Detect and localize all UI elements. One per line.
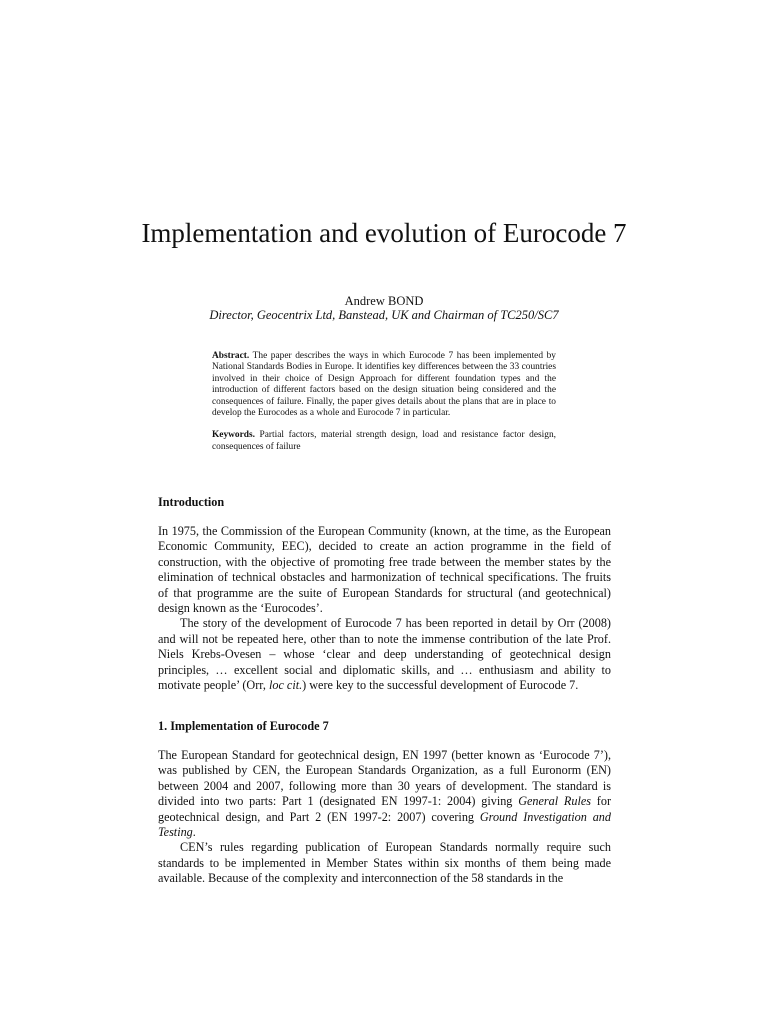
introduction-paragraph-1: In 1975, the Commission of the European Community (known, at the time, as the European Economic Community, EEC), decided to create an action programme in the field of construction, with the objective of promoting free trade between the member states by the elimination of technical obstacles and harmonization of technical specifications. The fruits of that programme are the suite of European Standards for structural (and geotechnical) design known as the ‘Eurocodes’.	[158, 524, 611, 616]
section-1-paragraph-1-text-c: .	[192, 825, 196, 840]
abstract-label: Abstract.	[212, 351, 250, 361]
section-1-paragraph-2: CEN’s rules regarding publication of European Standards normally require such standards to be implemented in Member States within six months of them being made available. Because of the complexity and interconnection of the 58 standards in the	[158, 840, 611, 886]
section-1-body	[158, 748, 611, 887]
keywords-text: Partial factors, material strength design, load and resistance factor design, consequences of failure	[212, 430, 556, 452]
section-1-paragraph-1-emphasis-1: General Rules	[518, 794, 591, 809]
section-1-paragraph-1-text-a: The European Standard for geotechnical design, EN 1997 (better known as ‘Eurocode 7’), was published by CEN, the European Standards Organization, as a full Euronorm (EN) between 2004 and 2007, following more than 30 years of development. The standard is divided into two parts: Part 1 (designated EN 1997-1: 2004) giving	[158, 748, 611, 809]
section-1-paragraph-1	[158, 748, 611, 840]
section-1-heading: 1. Implementation of Eurocode 7	[158, 719, 329, 733]
abstract-text: The paper describes the ways in which Eurocode 7 has been implemented by National Standards Bodies in Europe. It identifies key differences between the 33 countries involved in their choice of Design Approach for different foundation types and the introduction of different factors based on the design situation being considered and the consequences of failure. Finally, the paper gives details about the plans that are in place to develop the Eurocodes as a whole and Eurocode 7 in particular.	[212, 351, 556, 419]
introduction-paragraph-2-text-a: The story of the development of Eurocode 7 has been reported in detail by Orr (2008) and will not be repeated here, other than to note the immense contribution of the late Prof. Niels Krebs-Ovesen – whose ‘clear and deep understanding of geotechnical design principles, … excellent social and diplomatic skills, and … enthusiasm and ability to motivate people’ (Orr,	[158, 616, 611, 693]
section-1-paragraph-1-text-b: for geotechnical design, and Part 2 (EN 1997-2: 2007) covering	[158, 794, 611, 824]
paper-title: Implementation and evolution of Eurocode 7	[141, 218, 627, 248]
author-name: Andrew BOND	[344, 294, 424, 308]
author-affiliation: Director, Geocentrix Ltd, Banstead, UK and Chairman of TC250/SC7	[209, 308, 559, 322]
introduction-body	[158, 524, 611, 693]
introduction-paragraph-2-text-b: ) were key to the successful development of Eurocode 7.	[302, 678, 579, 693]
abstract-paragraph	[212, 351, 556, 419]
keywords-label: Keywords.	[212, 430, 255, 441]
introduction-paragraph-2	[158, 616, 611, 693]
abstract-block	[212, 351, 556, 453]
introduction-paragraph-2-emphasis: loc cit.	[268, 678, 303, 693]
section-1-paragraph-1-emphasis-2: Ground Investigation and Testing	[158, 809, 611, 840]
introduction-heading: Introduction	[158, 495, 225, 509]
keywords-paragraph	[212, 430, 556, 453]
